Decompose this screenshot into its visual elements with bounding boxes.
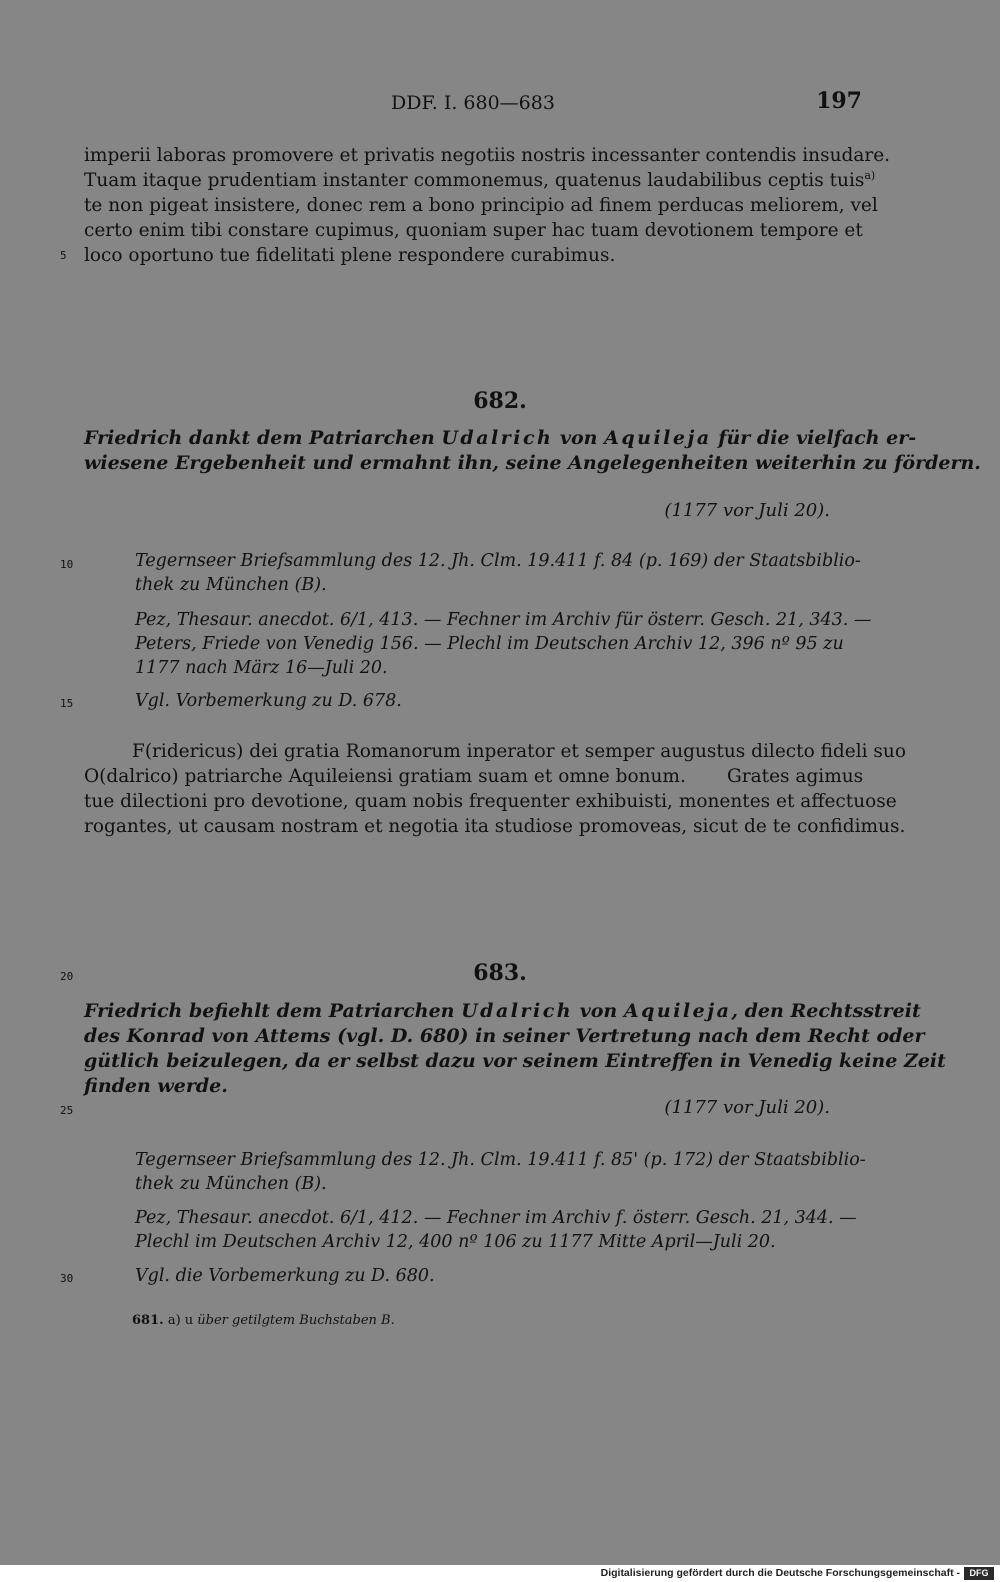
summary-line: Friedrich dankt dem Patriarchen Udalrich von Aquileja für die vielfach er- — [84, 427, 917, 449]
footnote-marker: a) — [864, 168, 876, 182]
footnote: 681. a) u über getilgtem Buchstaben B. — [132, 1313, 395, 1328]
doc681-text — [84, 143, 891, 268]
summary-line: des Konrad von Attems (vgl. D. 680) in seiner Vertretung nach dem Recht oder — [84, 1025, 925, 1047]
page-header — [84, 88, 862, 118]
doc683-remark: Vgl. die Vorbemerkung zu D. 680. — [135, 1266, 435, 1286]
line-number: 20 — [60, 970, 74, 983]
doc682-source: Tegernseer Briefsammlung des 12. Jh. Clm. 19.411 f. 84 (p. 169) der Staatsbiblio- thek zu München (B). — [135, 551, 861, 595]
summary-line: wiesene Ergebenheit und ermahnt ihn, seine Angelegenheiten weiterhin zu fördern. — [84, 452, 981, 474]
page-number: 197 — [816, 88, 862, 114]
doc682-text: F(ridericus) dei gratia Romanorum inperator et semper augustus dilecto fideli suo O(dalrico) patriarche Aquileiensi gratiam suam et omne bonum. Grates agimus tue dilectioni pro devotione, quam nobis frequenter exhibuisti, monentes et affectuose rogantes, ut causam nostram et negotia ita studiose promoveas, sicut de te confidimus. — [84, 741, 906, 837]
doc683-date: (1177 vor Juli 20). — [664, 1097, 830, 1118]
doc683-summary — [84, 999, 946, 1099]
text-line: imperii laboras promovere et privatis negotiis nostris incessanter contendis insudare. — [84, 145, 891, 166]
dfg-logo-icon: DFG — [964, 1567, 994, 1580]
document-number: 683. — [473, 960, 527, 986]
doc682-remark: Vgl. Vorbemerkung zu D. 678. — [135, 691, 402, 711]
line-number: 5 — [60, 249, 67, 262]
text-line: certo enim tibi constare cupimus, quoniam super hac tuam devotionem tempore et — [84, 220, 863, 241]
line-number: 10 — [60, 558, 74, 571]
dfg-funding-text: Digitalisierung gefördert durch die Deutsche Forschungsgemeinschaft - — [600, 1567, 960, 1579]
doc682-literature: Pez, Thesaur. anecdot. 6/1, 413. — Fechner im Archiv für österr. Gesch. 21, 343. — Peters, Friede von Venedig 156. — Plechl im Deutschen Archiv 12, 396 nº 95 zu 1177 nach März 16—Juli 20. — [135, 610, 872, 678]
summary-line: Friedrich befiehlt dem Patriarchen Udalrich von Aquileja, den Rechtsstreit — [84, 1000, 921, 1022]
summary-line: finden werde. — [84, 1075, 228, 1097]
doc682-summary — [84, 426, 981, 476]
document-number: 682. — [473, 388, 527, 414]
line-number: 25 — [60, 1104, 74, 1117]
line-number: 30 — [60, 1272, 74, 1285]
text-line: te non pigeat insistere, donec rem a bono principio ad finem perducas meliorem, vel — [84, 195, 878, 216]
text-line: Tuam itaque prudentiam instanter commonemus, quatenus laudabilibus ceptis tuis$^{a)}$ — [84, 168, 876, 191]
summary-line: gütlich beizulegen, da er selbst dazu vor seinem Eintreffen in Venedig keine Zeit — [84, 1050, 946, 1072]
doc682-date: (1177 vor Juli 20). — [664, 500, 830, 521]
text-line: loco oportuno tue fidelitati plene respondere curabimus. — [84, 245, 616, 266]
doc683-source: Tegernseer Briefsammlung des 12. Jh. Clm. 19.411 f. 85' (p. 172) der Staatsbiblio- thek zu München (B). — [135, 1150, 866, 1194]
doc683-literature: Pez, Thesaur. anecdot. 6/1, 412. — Fechner im Archiv f. österr. Gesch. 21, 344. — Plechl im Deutschen Archiv 12, 400 nº 106 zu 1177 Mitte April—Juli 20. — [135, 1208, 857, 1252]
running-title: DDF. I. 680—683 — [391, 92, 555, 114]
line-number: 15 — [60, 697, 74, 710]
dfg-funding-bar — [0, 1565, 1000, 1582]
